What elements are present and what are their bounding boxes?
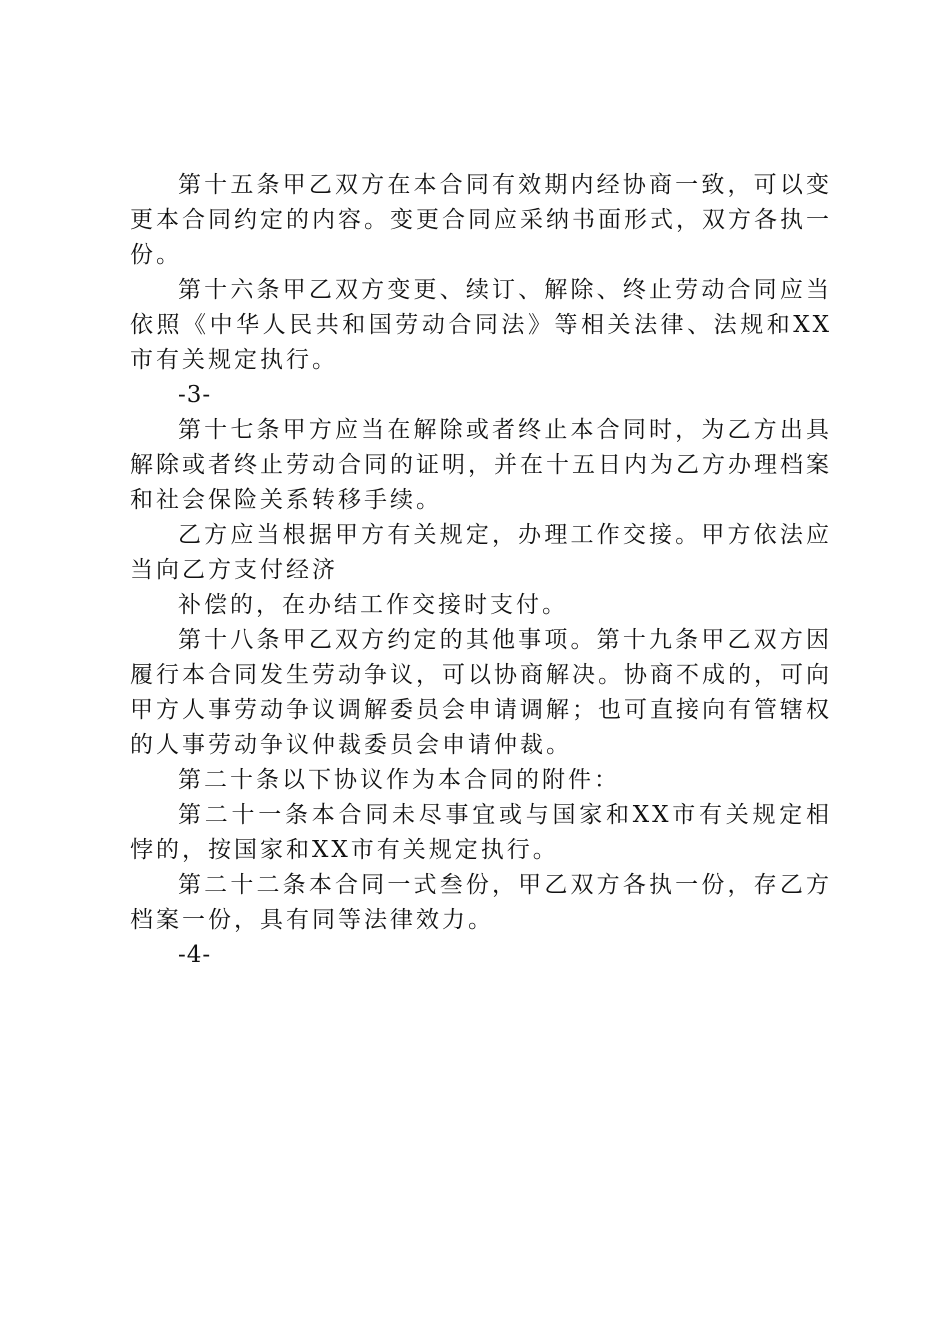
page-number-3: -3- xyxy=(178,382,212,408)
article-15: 第十五条甲乙双方在本合同有效期内经协商一致，可以变更本合同约定的内容。变更合同应采纳书面形式，双方各执一份。 xyxy=(130,172,832,268)
article-21: 第二十一条本合同未尽事宜或与国家和XX市有关规定相悖的，按国家和XX市有关规定执行。 xyxy=(130,802,832,863)
article-18-19: 第十八条甲乙双方约定的其他事项。第十九条甲乙双方因履行本合同发生劳动争议，可以协商解决。协商不成的，可向甲方人事劳动争议调解委员会申请调解；也可直接向有管辖权的人事劳动争议仲裁委员会申请仲裁。 xyxy=(130,627,832,758)
compensation-paragraph: 补偿的，在办结工作交接时支付。 xyxy=(178,592,568,618)
document-body xyxy=(130,168,832,973)
article-16: 第十六条甲乙双方变更、续订、解除、终止劳动合同应当依照《中华人民共和国劳动合同法》等相关法律、法规和XX市有关规定执行。 xyxy=(130,277,832,373)
article-20: 第二十条以下协议作为本合同的附件： xyxy=(178,767,620,793)
article-22: 第二十二条本合同一式叁份，甲乙双方各执一份，存乙方档案一份，具有同等法律效力。 xyxy=(130,872,832,933)
handover-paragraph: 乙方应当根据甲方有关规定，办理工作交接。甲方依法应当向乙方支付经济 xyxy=(130,522,832,583)
article-17: 第十七条甲方应当在解除或者终止本合同时，为乙方出具解除或者终止劳动合同的证明，并在十五日内为乙方办理档案和社会保险关系转移手续。 xyxy=(130,417,832,513)
page-number-4: -4- xyxy=(178,942,212,968)
